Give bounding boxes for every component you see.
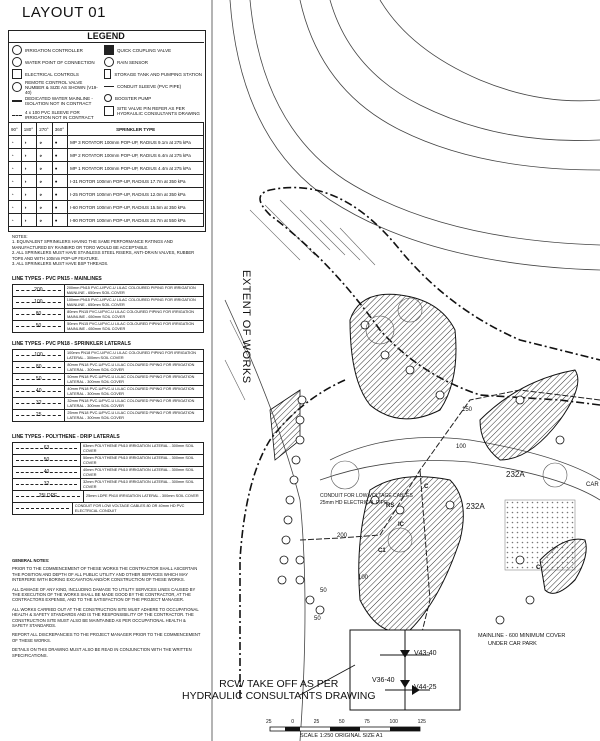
zone-label: C1 bbox=[378, 548, 386, 554]
valve-label: V43-40 bbox=[414, 650, 437, 657]
table-header: 90° bbox=[9, 123, 22, 136]
table-row: ◔ ◑ ◕ ● I-90 ROTOR 100mm POP-UP, RADIUS 24.7m at 550 kPa bbox=[9, 214, 204, 227]
table-row: 200 200mm PN15 PVC-U/PVC-U LILAC COLOURED PIPING FOR IRRIGATION MAINLINE - 650mm SOIL COVER bbox=[13, 285, 203, 297]
zone-label: C bbox=[536, 565, 541, 571]
mainlines-heading: LINE TYPES - PVC PN15 - MAINLINES bbox=[12, 276, 102, 282]
table-row: CONDUIT FOR LOW VOLTAGE CABLES 80 OR 40mm HD PVC ELECTRICAL CONDUIT bbox=[13, 503, 203, 514]
legend-item: 4 x 100 PVC SLEEVE FOR IRRIGATION NOT IN CONTRACT bbox=[12, 108, 102, 122]
table-row: 50 50mm POLYTHENE PN10 IRRIGATION LATERAL - 300mm SOIL COVER bbox=[13, 455, 203, 467]
legend-item: REMOTE CONTROL VALVE NUMBER & SIZE AS SHOWN (V19-40) bbox=[12, 80, 102, 94]
table-row: 80 80mm PN15 PVC-U/PVC-U LILAC COLOURED PIPING FOR IRRIGATION MAINLINE - 650mm SOIL COVER bbox=[13, 309, 203, 321]
legend-item: WATER POINT OF CONNECTION bbox=[12, 56, 102, 68]
valve-label: V44-25 bbox=[414, 684, 437, 691]
drawing-title: LAYOUT 01 bbox=[22, 4, 106, 21]
pipe-size-label: 50 bbox=[320, 588, 327, 594]
general-notes: GENERAL NOTES: PRIOR TO THE COMMENCEMENT OF THESE WORKS THE CONTRACTOR SHALL ASCERTAIN THE POSITION AND DEPTH OF ALL PUBLIC UTILITY AND OTHER SERVICES WHICH MAY INTERFERE WITH BORING EXCAVATION AND/OR CONSTRUCTION OF THESE WORKS. ALL DAMAGE OF ANY KIND, INCLUDING DAMAGE TO UTILITY SERVICES LINES CAUSED BY THE EXECUTION OF THE WORKS SHALL BE MADE GOOD BY THE CONTRACTOR, AT THE CONTRACTORS EXPENSE, AND TO THE SATISFACTION OF THE PROJECT MANAGER. ALL WORKS CARRIED OUT AT THE CONSTRUCTION SITE MUST ADHERE TO OCCUPATIONAL HEALTH & SAFETY STANDARDS AND IS THE RESPONSIBILITY OF THE CONTRACTOR. THE CONSTRUCTION SITE MUST ALSO BE MAINTAINED AS PER OCCUPATIONAL HEALTH & SAFETY STANDARDS. REPORT ALL DISCREPANCIES TO THE PROJECT MANAGER PRIOR TO THE COMMENCEMENT OF THESE WORKS. DETAILS ON THIS DRAWING MUST ALSO BE READ IN CONJUNCTION WITH THE WRITTEN SPECIFICATIONS. bbox=[12, 558, 201, 658]
scale-bar bbox=[270, 727, 420, 731]
table-row: ◔ ◑ ◕ ● MP 1 ROTATOR 100mm POP-UP, RADIUS 4.4m at 275 kPa bbox=[9, 162, 204, 175]
table-row: ◔ ◑ ◕ ● I-25 ROTOR 100mm POP-UP, RADIUS 12.0m at 350 kPa bbox=[9, 188, 204, 201]
table-header: 180° bbox=[21, 123, 36, 136]
table-row: 50 50mm PN18 PVC-U/PVC-U LILAC COLOURED PIPING FOR IRRIGATION LATERAL - 300mm SOIL COVER bbox=[13, 374, 203, 386]
planting-bed bbox=[270, 390, 300, 460]
car-label: CAR bbox=[586, 482, 599, 488]
zone-label: C bbox=[424, 484, 429, 490]
mainline-label: UNDER CAR PARK bbox=[488, 641, 537, 647]
table-row: ◔ ◑ ◕ ● MP 2 ROTATOR 100mm POP-UP, RADIUS 6.4m at 275 kPa bbox=[9, 149, 204, 162]
legend-item: ELECTRICAL CONTROLS bbox=[12, 68, 102, 80]
notes-block: NOTES: 1. EQUIVALENT SPRINKLERS HAVING THE SAME PERFORMANCE RATINGS AND MANUFACTURED BY RAINBIRD OR TORO WOULD BE ACCEPTABLE. 2. ALL SPRINKLERS MUST HAVE STAINLESS STEEL RISERS, ANTI-DRAIN VALVES, RUBBER TOPS AND WITH 100mm POP-UP FEATURE. 3. ALL SPRINKLERS MUST HAVE BSP THREADS. bbox=[12, 234, 195, 267]
laterals-heading: LINE TYPES - PVC PN18 - SPRINKLER LATERALS bbox=[12, 341, 131, 347]
road-label: 232A bbox=[466, 502, 485, 511]
legend-item: SITE VALVE PIN REFER AS PER HYDRAULIC CONSULTANTS DRAWING bbox=[104, 104, 202, 118]
table-row: 32 32mm PN18 PVC-U/PVC-U LILAC COLOURED PIPING FOR IRRIGATION LATERAL - 300mm SOIL COVER bbox=[13, 398, 203, 410]
pipe-size-label: 200 bbox=[337, 533, 348, 539]
table-row: 25 25mm PN18 PVC-U/PVC-U LILAC COLOURED PIPING FOR IRRIGATION LATERAL - 300mm SOIL COVER bbox=[13, 410, 203, 421]
table-row: 32 32mm POLYTHENE PN10 IRRIGATION LATERAL - 300mm SOIL COVER bbox=[13, 479, 203, 491]
table-row: ◔ ◑ ◕ ● I-31 ROTOR 100mm POP-UP, RADIUS 17.7m at 350 kPa bbox=[9, 175, 204, 188]
legend-item: STORAGE TANK AND PUMPING STATION bbox=[104, 68, 202, 80]
drip-heading: LINE TYPES - POLYTHENE - DRIP LATERALS bbox=[12, 434, 120, 440]
table-row: 25LDPE 25mm LDPE PN10 IRRIGATION LATERAL - 300mm SOIL COVER bbox=[13, 491, 203, 503]
pipe-size-label: 100 bbox=[358, 575, 369, 581]
zone-label: IC bbox=[398, 522, 404, 528]
legend-item: CONDUIT SLEEVE (PVC PIPE) bbox=[104, 80, 202, 92]
table-row: 80 80mm PN18 PVC-U/PVC-U LILAC COLOURED PIPING FOR IRRIGATION LATERAL - 300mm SOIL COVER bbox=[13, 362, 203, 374]
table-row: 40 40mm POLYTHENE PN10 IRRIGATION LATERAL - 300mm SOIL COVER bbox=[13, 467, 203, 479]
pipe-size-label: 150 bbox=[462, 407, 473, 413]
rcw-takeoff-note: RCW TAKE OFF AS PER HYDRAULIC CONSULTANTS DRAWING bbox=[182, 678, 376, 702]
legend-item: IRRIGATION CONTROLLER bbox=[12, 44, 102, 56]
table-row: 100 100mm PN15 PVC-U/PVC-U LILAC COLOURED PIPING FOR IRRIGATION MAINLINE - 650mm SOIL COVER bbox=[13, 297, 203, 309]
table-row: 63 63mm POLYTHENE PN10 IRRIGATION LATERAL - 300mm SOIL COVER bbox=[13, 443, 203, 455]
road-label: 232A bbox=[506, 470, 525, 479]
table-row: ◔ ◑ ◕ ● MP 3 ROTATOR 100mm POP-UP, RADIUS 9.1m at 275 kPa bbox=[9, 136, 204, 149]
legend-item: RAIN SENSOR bbox=[104, 56, 202, 68]
table-header: 360° bbox=[52, 123, 67, 136]
table-row: ◔ ◑ ◕ ● I-60 ROTOR 100mm POP-UP, RADIUS 15.5m at 350 kPa bbox=[9, 201, 204, 214]
scale-ticks: 25 0 25 50 75 100 125 bbox=[266, 719, 426, 725]
conduit-label: CONDUIT FOR LOW VOLTAGE CABLES bbox=[320, 493, 413, 499]
extent-of-works-label: EXTENT OF WORKS bbox=[240, 270, 252, 384]
table-row: 50 50mm PN15 PVC-U/PVC-U LILAC COLOURED PIPING FOR IRRIGATION MAINLINE - 650mm SOIL COVER bbox=[13, 321, 203, 332]
scale-text: SCALE 1:250 ORIGINAL SIZE A1 bbox=[300, 733, 383, 739]
legend-item: DEDICATED WATER MAINLINE - ISOLATION NOT IN CONTRACT bbox=[12, 94, 102, 108]
pipe-size-label: 100 bbox=[456, 444, 467, 450]
pipe-size-label: 50 bbox=[314, 616, 321, 622]
zone-label: RS bbox=[386, 503, 395, 509]
table-row: 100 100mm PN18 PVC-U/PVC-U LILAC COLOURED PIPING FOR IRRIGATION LATERAL - 300mm SOIL COVER bbox=[13, 350, 203, 362]
legend-item: BOOSTER PUMP bbox=[104, 92, 202, 104]
mainline-label: MAINLINE - 600 MINIMUM COVER bbox=[478, 633, 566, 639]
table-header: SPRINKLER TYPE bbox=[68, 123, 204, 136]
legend-heading: LEGEND bbox=[8, 30, 204, 43]
legend-item: QUICK COUPLING VALVE bbox=[104, 44, 202, 56]
table-row: 40 40mm PN18 PVC-U/PVC-U LILAC COLOURED PIPING FOR IRRIGATION LATERAL - 300mm SOIL COVER bbox=[13, 386, 203, 398]
table-header: 270° bbox=[37, 123, 52, 136]
valve-label: V36-40 bbox=[372, 677, 395, 684]
planting-bed bbox=[480, 370, 578, 460]
planting-bed bbox=[350, 294, 456, 419]
conduit-label: 25mm HD ELECTRICAL PIPE bbox=[320, 500, 388, 506]
